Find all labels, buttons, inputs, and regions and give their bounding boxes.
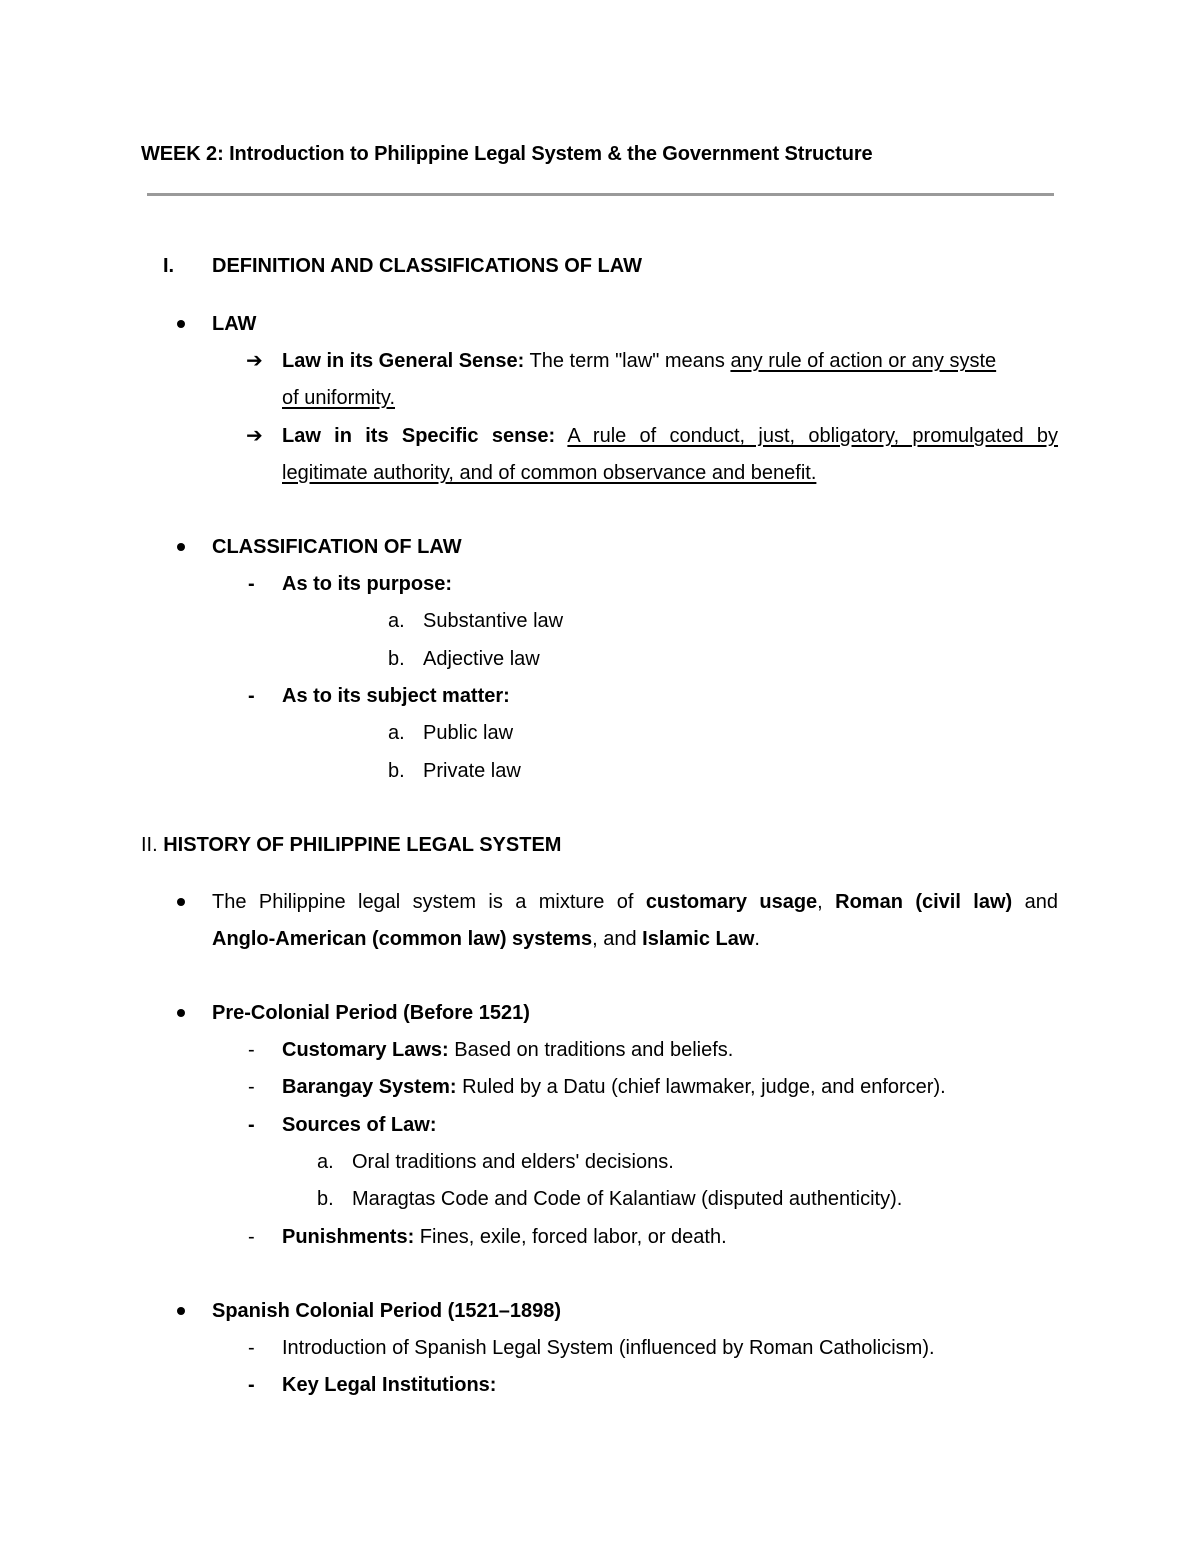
bullet-icon: [177, 1009, 185, 1017]
punishments-label: Punishments:: [282, 1226, 415, 1248]
intro-islamic: Islamic Law: [642, 928, 755, 950]
general-sense-text: The term "law" means: [524, 350, 731, 372]
section-1-heading: DEFINITION AND CLASSIFICATIONS OF LAW: [212, 255, 642, 277]
section-2-heading: HISTORY OF PHILIPPINE LEGAL SYSTEM: [163, 834, 562, 856]
barangay-label: Barangay System:: [282, 1076, 457, 1098]
list-item: Adjective law: [423, 648, 540, 670]
general-sense-underlined-2: of uniformity.: [282, 387, 395, 409]
section-2-numeral: II.: [141, 834, 158, 856]
arrow-icon: ➔: [246, 350, 263, 372]
intro-customary: customary usage: [645, 891, 818, 913]
list-marker: b.: [388, 648, 405, 670]
list-item: Private law: [423, 760, 521, 782]
specific-sense-underlined-1: A rule of conduct, just, obligatory, promulgated by: [567, 425, 1059, 447]
classification-label: CLASSIFICATION OF LAW: [212, 536, 462, 558]
page-title: WEEK 2: Introduction to Philippine Legal System & the Government Structure: [141, 143, 873, 165]
dash-marker: -: [248, 1374, 255, 1396]
list-item: Substantive law: [423, 610, 564, 632]
list-item: Oral traditions and elders' decisions.: [352, 1151, 674, 1173]
list-marker: a.: [388, 722, 405, 744]
precolonial-label: Pre-Colonial Period (Before 1521): [212, 1002, 530, 1024]
dash-marker: -: [248, 1226, 255, 1248]
intro-text: , and: [592, 928, 643, 950]
subject-label: As to its subject matter:: [282, 685, 510, 707]
list-marker: b.: [388, 760, 405, 782]
list-marker: a.: [388, 610, 405, 632]
general-sense-label: Law in its General Sense:: [282, 350, 525, 372]
section-1-numeral: I.: [163, 255, 175, 277]
bullet-icon: [177, 543, 185, 551]
key-institutions-label: Key Legal Institutions:: [282, 1374, 497, 1396]
bullet-icon: [177, 320, 185, 328]
punishments-text: Fines, exile, forced labor, or death.: [414, 1226, 727, 1248]
barangay-text: Ruled by a Datu (chief lawmaker, judge, and enforcer).: [456, 1076, 946, 1098]
dash-marker: -: [248, 1337, 255, 1359]
dash-marker: -: [248, 685, 255, 707]
purpose-label: As to its purpose:: [282, 573, 453, 595]
list-item: Maragtas Code and Code of Kalantiaw (disputed authenticity).: [352, 1188, 903, 1210]
intro-line-2: [212, 927, 760, 951]
bullet-icon: [177, 898, 185, 906]
law-label: LAW: [212, 313, 257, 335]
specific-sense-label: Law in its Specific sense:: [282, 425, 556, 447]
dash-marker: -: [248, 573, 255, 595]
spanish-label: Spanish Colonial Period (1521–1898): [212, 1300, 562, 1322]
dash-marker: -: [248, 1114, 255, 1136]
general-sense-underlined-1: any rule of action or any syste: [730, 350, 997, 372]
dash-marker: -: [248, 1076, 255, 1098]
title-divider: [147, 193, 1054, 196]
section-2-header: [141, 833, 561, 857]
general-sense-line-1: [282, 349, 996, 373]
intro-text: .: [754, 928, 760, 950]
punishments-line: [282, 1225, 727, 1249]
intro-text: The Philippine legal system is a mixture of: [212, 891, 646, 913]
intro-anglo: Anglo-American (common law) systems: [212, 928, 593, 950]
specific-sense-underlined-2: legitimate authority, and of common observance and benefit.: [282, 462, 817, 484]
spanish-intro: Introduction of Spanish Legal System (influenced by Roman Catholicism).: [282, 1337, 935, 1359]
customary-laws-text: Based on traditions and beliefs.: [448, 1039, 734, 1061]
intro-text: and: [1012, 891, 1058, 913]
intro-text: ,: [817, 891, 836, 913]
intro-line-1: [212, 890, 1058, 914]
list-marker: b.: [317, 1188, 334, 1210]
customary-laws-line: [282, 1038, 733, 1062]
specific-sense-line-1: [282, 424, 1058, 448]
dash-marker: -: [248, 1039, 255, 1061]
arrow-icon: ➔: [246, 425, 263, 447]
barangay-line: [282, 1075, 946, 1099]
list-marker: a.: [317, 1151, 334, 1173]
intro-roman: Roman (civil law): [835, 891, 1013, 913]
sources-label: Sources of Law:: [282, 1114, 437, 1136]
customary-laws-label: Customary Laws:: [282, 1039, 449, 1061]
bullet-icon: [177, 1307, 185, 1315]
list-item: Public law: [423, 722, 514, 744]
